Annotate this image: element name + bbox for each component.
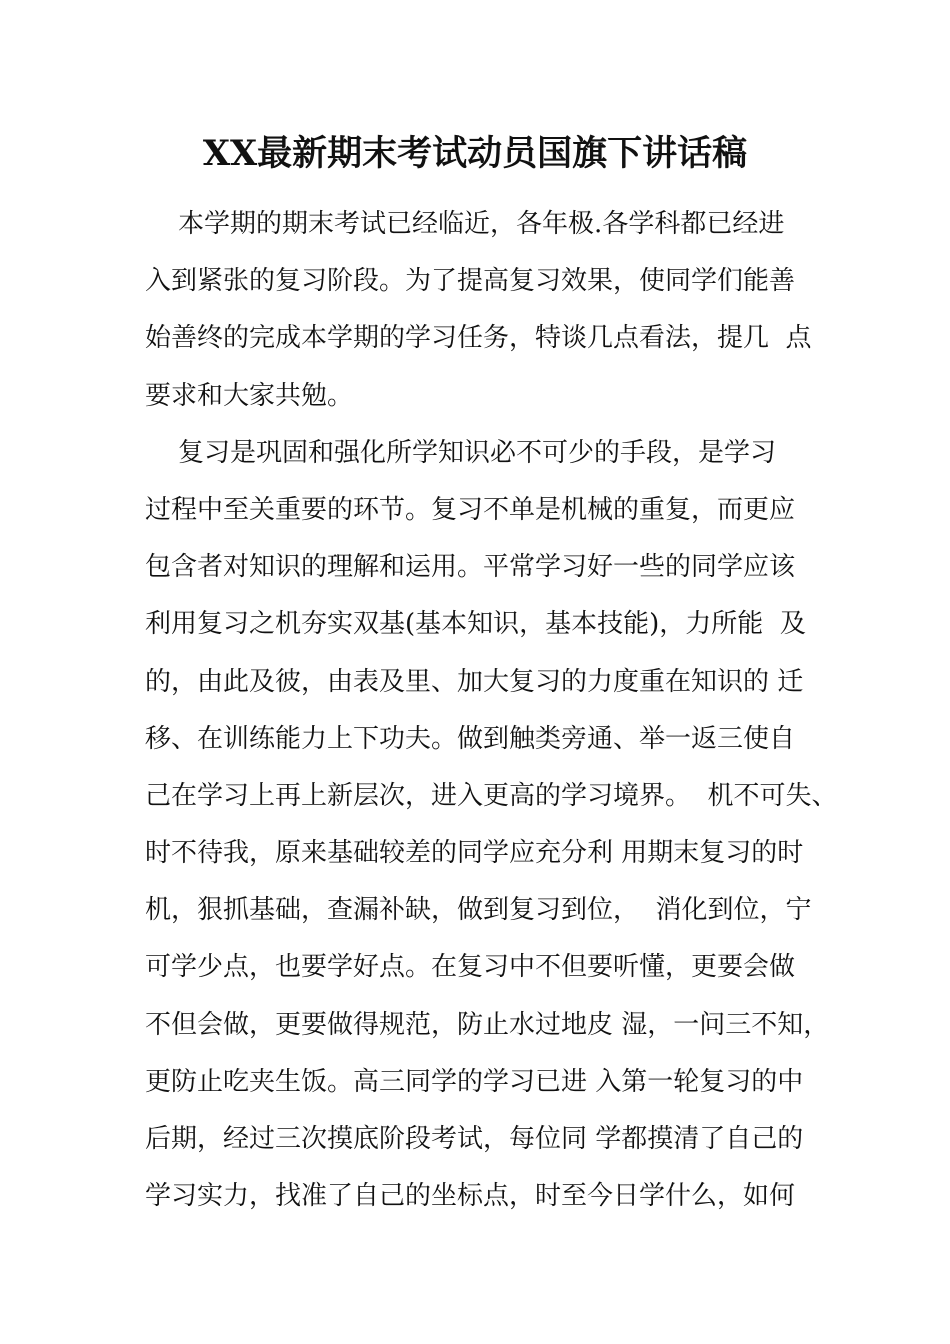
text-line: 后期，经过三次摸底阶段考试，每位同 学都摸清了自己的 [145,1124,804,1154]
text-line: 始善终的完成本学期的学习任务，特谈几点看法，提几 点 [145,323,812,354]
text-line: 时不待我，原来基础较差的同学应充分利 用期末复习的时 [145,838,804,869]
text-line: 移、在训练能力上下功夫。做到触类旁通、举一返三使自 [145,723,796,754]
text-line: 包含者对知识的理解和运用。平常学习好一些的同学应该 [145,552,796,583]
text-line: 的，由此及彼，由表及里、加大复习的力度重在知识的 迁 [145,666,804,697]
text-line: 要求和大家共勉。 [145,380,354,411]
text-line: 机，狠抓基础，查漏补缺，做到复习到位， 消化到位，宁 [145,895,812,926]
text-line: 不但会做，更要做得规范，防止水过地皮 湿，一问三不知， [145,1009,830,1040]
document-title: XX最新期末考试动员国旗下讲话稿 [202,133,748,174]
text-line: 己在学习上再上新层次，进入更高的学习境界。 机不可失、 [145,780,838,811]
text-line: 入到紧张的复习阶段。为了提高复习效果，使同学们能善 [145,266,796,297]
text-line: 本学期的期末考试已经临近，各年极.各学科都已经进 [145,209,785,239]
text-line: 学习实力，找准了自己的坐标点，时至今日学什么，如何 [145,1181,796,1212]
text-line: 可学少点，也要学好点。在复习中不但要听懂，更要会做 [145,952,796,983]
text-line: 利用复习之机夯实双基(基本知识，基本技能)，力所能 及 [145,609,806,640]
text-line: 复习是巩固和强化所学知识必不可少的手段，是学习 [145,437,777,468]
document-body [145,200,838,1229]
text-line: 更防止吃夹生饭。高三同学的学习已进 入第一轮复习的中 [145,1066,804,1097]
text-line: 过程中至关重要的环节。复习不单是机械的重复，而更应 [145,494,796,525]
